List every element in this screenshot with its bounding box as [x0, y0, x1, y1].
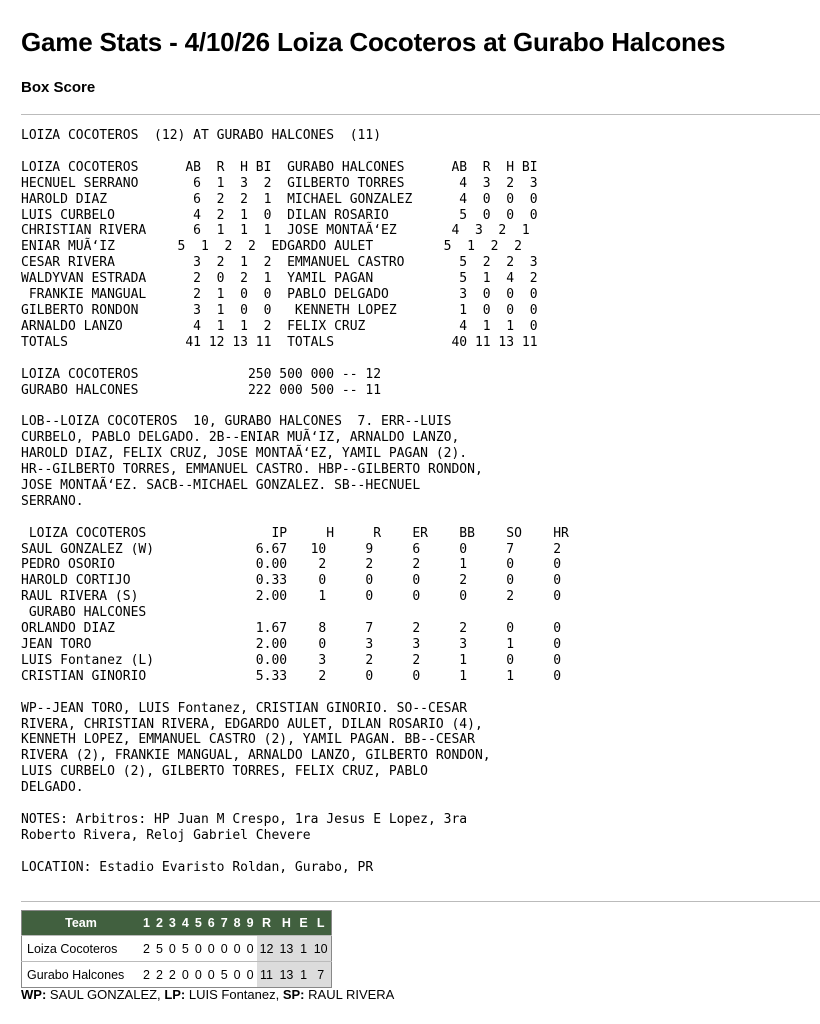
linescore-row-home: [22, 962, 332, 988]
header-inning: 6: [205, 911, 218, 936]
inning-score: 2: [140, 936, 153, 962]
sp-label: SP:: [282, 987, 305, 1002]
save-pitcher: RAUL RIVERA: [308, 987, 395, 1002]
inning-score: 5: [218, 962, 231, 988]
header-inning: 2: [153, 911, 166, 936]
lp-label: LP:: [164, 987, 186, 1002]
header-inning: 1: [140, 911, 153, 936]
inning-score: 2: [140, 962, 153, 988]
inning-score: 0: [231, 962, 244, 988]
wp-label: WP:: [21, 987, 47, 1002]
header-runs: R: [257, 911, 277, 936]
divider-bottom: [21, 901, 820, 902]
inning-score: 2: [153, 962, 166, 988]
divider-top: [21, 114, 820, 115]
winning-pitcher: SAUL GONZALEZ,: [49, 987, 161, 1002]
total-hits: 13: [276, 962, 296, 988]
section-subtitle: Box Score: [21, 79, 96, 96]
pitching-decisions: [21, 987, 394, 1002]
total-errors: 1: [296, 962, 310, 988]
header-errors: E: [296, 911, 310, 936]
header-inning: 8: [231, 911, 244, 936]
inning-score: 2: [166, 962, 179, 988]
inning-score: 0: [166, 936, 179, 962]
header-inning: 5: [192, 911, 205, 936]
inning-score: 0: [179, 962, 192, 988]
linescore-row-away: [22, 936, 332, 962]
inning-score: 0: [218, 936, 231, 962]
page-title: Game Stats - 4/10/26 Loiza Cocoteros at Gurabo Halcones: [21, 27, 726, 57]
team-name: Gurabo Halcones: [22, 962, 141, 988]
header-inning: 7: [218, 911, 231, 936]
header-inning: 4: [179, 911, 192, 936]
inning-score: 5: [179, 936, 192, 962]
linescore-header-row: [22, 911, 332, 936]
total-runs: 11: [257, 962, 277, 988]
total-errors: 1: [296, 936, 310, 962]
header-lob: L: [311, 911, 331, 936]
total-lob: 10: [311, 936, 331, 962]
total-runs: 12: [257, 936, 277, 962]
inning-score: 0: [231, 936, 244, 962]
header-inning: 9: [244, 911, 257, 936]
inning-score: 5: [153, 936, 166, 962]
header-inning: 3: [166, 911, 179, 936]
header-team: Team: [22, 911, 141, 936]
inning-score: 0: [205, 936, 218, 962]
box-score-text: LOIZA COCOTEROS (12) AT GURABO HALCONES (11) LOIZA COCOTEROS AB R H BI GURABO HALCONES AB R H BI HECNUEL SERRANO 6 1 3 2 GILBERTO TORRES 4 3 2 3 HAROLD DIAZ 6 2 2 1 MICHAEL GONZALEZ 4 0 0 0 LUIS CURBELO 4 2 1 0 DILAN ROSARIO 5 0 0 0 CHRISTIAN RIVERA 6 1 1 1 JOSE MONTAÃ‘EZ 4 3 2 1 ENIAR MUÃ‘IZ 5 1 2 2 EDGARDO AULET 5 1 2 2 CESAR RIVERA 3 2 1 2 EMMANUEL CASTRO 5 2 2 3 WALDYVAN ESTRADA 2 0 2 1 YAMIL PAGAN 5 1 4 2 FRANKIE MANGUAL 2 1 0 0 PABLO DELGADO 3 0 0 0 GILBERTO RONDON 3 1 0 0 KENNETH LOPEZ 1 0 0 0 ARNALDO LANZO 4 1 1 2 FELIX CRUZ 4 1 1 0 TOTALS 41 12 13 11 TOTALS 40 11 13 11 LOIZA COCOTEROS 250 500 000 -- 12 GURABO HALCONES 222 000 500 -- 11 LOB--LOIZA COCOTEROS 10, GURABO HALCONES 7. ERR--LUIS CURBELO, PABLO DELGADO. 2B--ENIAR MUÃ‘IZ, ARNALDO LANZO, HAROLD DIAZ, FELIX CRUZ, JOSE MONTAÃ‘EZ, YAMIL PAGAN (2). HR--GILBERTO TORRES, EMMANUEL CASTRO. HBP--GILBERTO RONDON, JOSE MONTAÃ‘EZ. SACB--MICHAEL GONZALEZ. SB--HECNUEL SERRANO. LOIZA COCOTEROS IP H R ER BB SO HR SAUL GONZALEZ (W) 6.67 10 9 6 0 7 2 PEDRO OSORIO 0.00 2 2 2 1 0 0 HAROLD CORTIJO 0.33 0 0 0 2 0 0 RAUL RIVERA (S) 2.00 1 0 0 0 2 0 GURABO HALCONES ORLANDO DIAZ 1.67 8 7 2 2 0 0 JEAN TORO 2.00 0 3 3 3 1 0 LUIS Fontanez (L) 0.00 3 2 2 1 0 0 CRISTIAN GINORIO 5.33 2 0 0 1 1 0 WP--JEAN TORO, LUIS Fontanez, CRISTIAN GINORIO. SO--CESAR RIVERA, CHRISTIAN RIVERA, EDGARDO AULET, DILAN ROSARIO (4), KENNETH LOPEZ, EMMANUEL CASTRO (2), YAMIL PAGAN. BB--CESAR RIVERA (2), FRANKIE MANGUAL, ARNALDO LANZO, GILBERTO RONDON, LUIS CURBELO (2), GILBERTO TORRES, FELIX CRUZ, PABLO DELGADO. NOTES: Arbitros: HP Juan M Crespo, 1ra Jesus E Lopez, 3ra Roberto Rivera, Reloj Gabriel Chevere LOCATION: Estadio Evaristo Roldan, Gurabo, PR: [21, 128, 569, 875]
team-name: Loiza Cocoteros: [22, 936, 141, 962]
losing-pitcher: LUIS Fontanez,: [188, 987, 280, 1002]
linescore-table: [21, 910, 332, 988]
inning-score: 0: [192, 962, 205, 988]
total-hits: 13: [276, 936, 296, 962]
inning-score: 0: [244, 962, 257, 988]
total-lob: 7: [311, 962, 331, 988]
header-hits: H: [276, 911, 296, 936]
inning-score: 0: [244, 936, 257, 962]
inning-score: 0: [205, 962, 218, 988]
inning-score: 0: [192, 936, 205, 962]
